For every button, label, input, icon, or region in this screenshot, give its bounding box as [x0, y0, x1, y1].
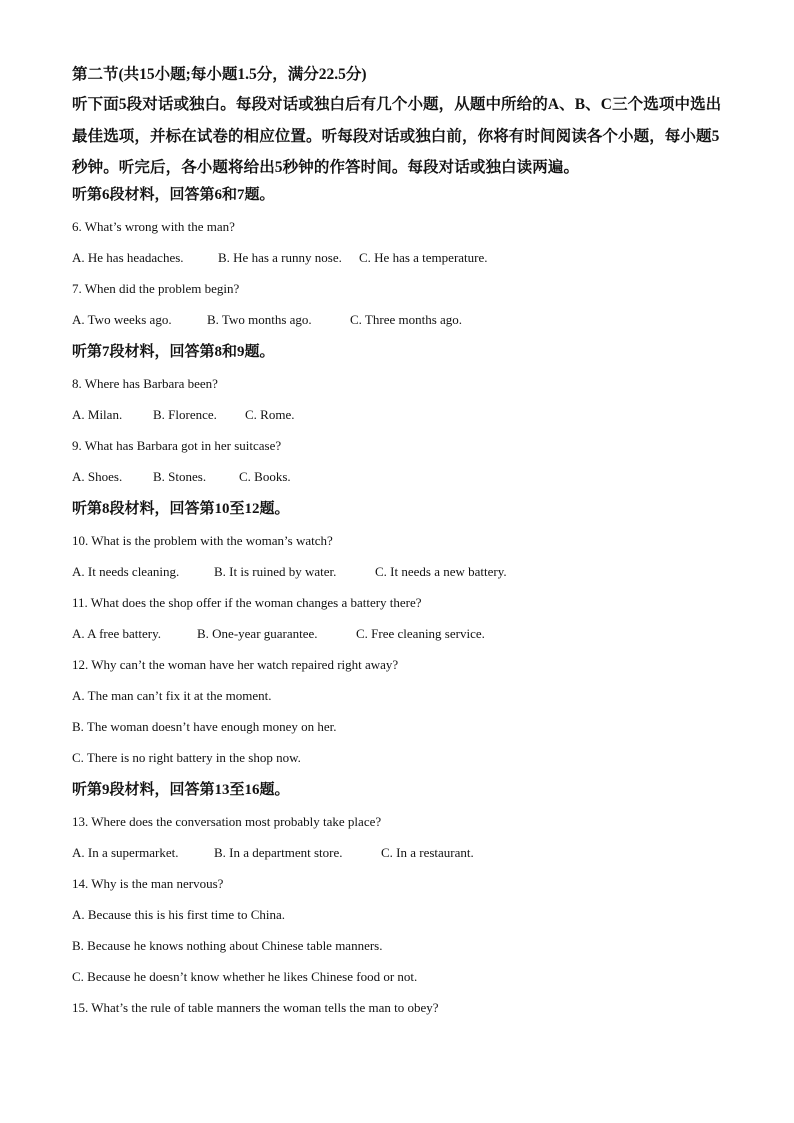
- options-8: [72, 406, 732, 424]
- option-8c: C. Rome.: [245, 406, 295, 422]
- options-6: [72, 249, 732, 267]
- option-9a: A. Shoes.: [72, 468, 123, 484]
- option-11c: C. Free cleaning service.: [356, 625, 485, 641]
- options-13: [72, 844, 732, 862]
- question-13: 13. Where does the conversation most probably take place?: [72, 813, 382, 829]
- option-14a: A. Because this is his first time to China.: [72, 906, 286, 922]
- question-8: 8. Where has Barbara been?: [72, 375, 218, 391]
- options-11: [72, 625, 732, 643]
- option-13b: B. In a department store.: [214, 844, 343, 860]
- part-title-7: 听第7段材料，回答第8和9题。: [72, 343, 275, 360]
- option-6c: C. He has a temperature.: [359, 249, 488, 265]
- part-title-9: 听第9段材料，回答第13至16题。: [72, 781, 290, 798]
- option-12c: C. There is no right battery in the shop now.: [72, 749, 301, 765]
- option-13c: C. In a restaurant.: [381, 844, 474, 860]
- question-11: 11. What does the shop offer if the woman changes a battery there?: [72, 594, 422, 610]
- option-13a: A. In a supermarket.: [72, 844, 179, 860]
- section-instructions: 听下面5段对话或独白。每段对话或独白后有几个小题，从题中所给的A、B、C三个选项中选出最佳选项，并标在试卷的相应位置。听每段对话或独白前，你将有时间阅读各个小题，每小题5秒钟。听完后，各小题将给出5秒钟的作答时间。每段对话或独白读两遍。: [72, 96, 722, 176]
- option-14c: C. Because he doesn’t know whether he likes Chinese food or not.: [72, 968, 418, 984]
- option-11a: A. A free battery.: [72, 625, 162, 641]
- option-8b: B. Florence.: [153, 406, 217, 422]
- option-10b: B. It is ruined by water.: [214, 563, 337, 579]
- option-10a: A. It needs cleaning.: [72, 563, 180, 579]
- option-9b: B. Stones.: [153, 468, 207, 484]
- question-12: 12. Why can’t the woman have her watch repaired right away?: [72, 656, 399, 672]
- option-10c: C. It needs a new battery.: [375, 563, 507, 579]
- question-10: 10. What is the problem with the woman’s watch?: [72, 532, 333, 548]
- option-7a: A. Two weeks ago.: [72, 311, 172, 327]
- option-11b: B. One-year guarantee.: [197, 625, 318, 641]
- question-6: 6. What’s wrong with the man?: [72, 218, 235, 234]
- question-9: 9. What has Barbara got in her suitcase?: [72, 437, 282, 453]
- option-7c: C. Three months ago.: [350, 311, 463, 327]
- options-7: [72, 311, 732, 329]
- part-title-6: 听第6段材料，回答第6和7题。: [72, 186, 275, 203]
- option-6a: A. He has headaches.: [72, 249, 184, 265]
- options-10: [72, 563, 732, 581]
- option-12a: A. The man can’t fix it at the moment.: [72, 687, 272, 703]
- option-8a: A. Milan.: [72, 406, 123, 422]
- option-14b: B. Because he knows nothing about Chinese table manners.: [72, 937, 383, 953]
- option-6b: B. He has a runny nose.: [218, 249, 342, 265]
- options-9: [72, 468, 732, 486]
- option-12b: B. The woman doesn’t have enough money on her.: [72, 718, 337, 734]
- exam-page: [72, 64, 732, 1017]
- part-title-8: 听第8段材料，回答第10至12题。: [72, 500, 290, 517]
- question-14: 14. Why is the man nervous?: [72, 875, 224, 891]
- question-15: 15. What’s the rule of table manners the woman tells the man to obey?: [72, 999, 439, 1015]
- question-7: 7. When did the problem begin?: [72, 280, 240, 296]
- option-7b: B. Two months ago.: [207, 311, 312, 327]
- option-9c: C. Books.: [239, 468, 291, 484]
- section-title: 第二节(共15小题;每小题1.5分，满分22.5分): [72, 66, 367, 83]
